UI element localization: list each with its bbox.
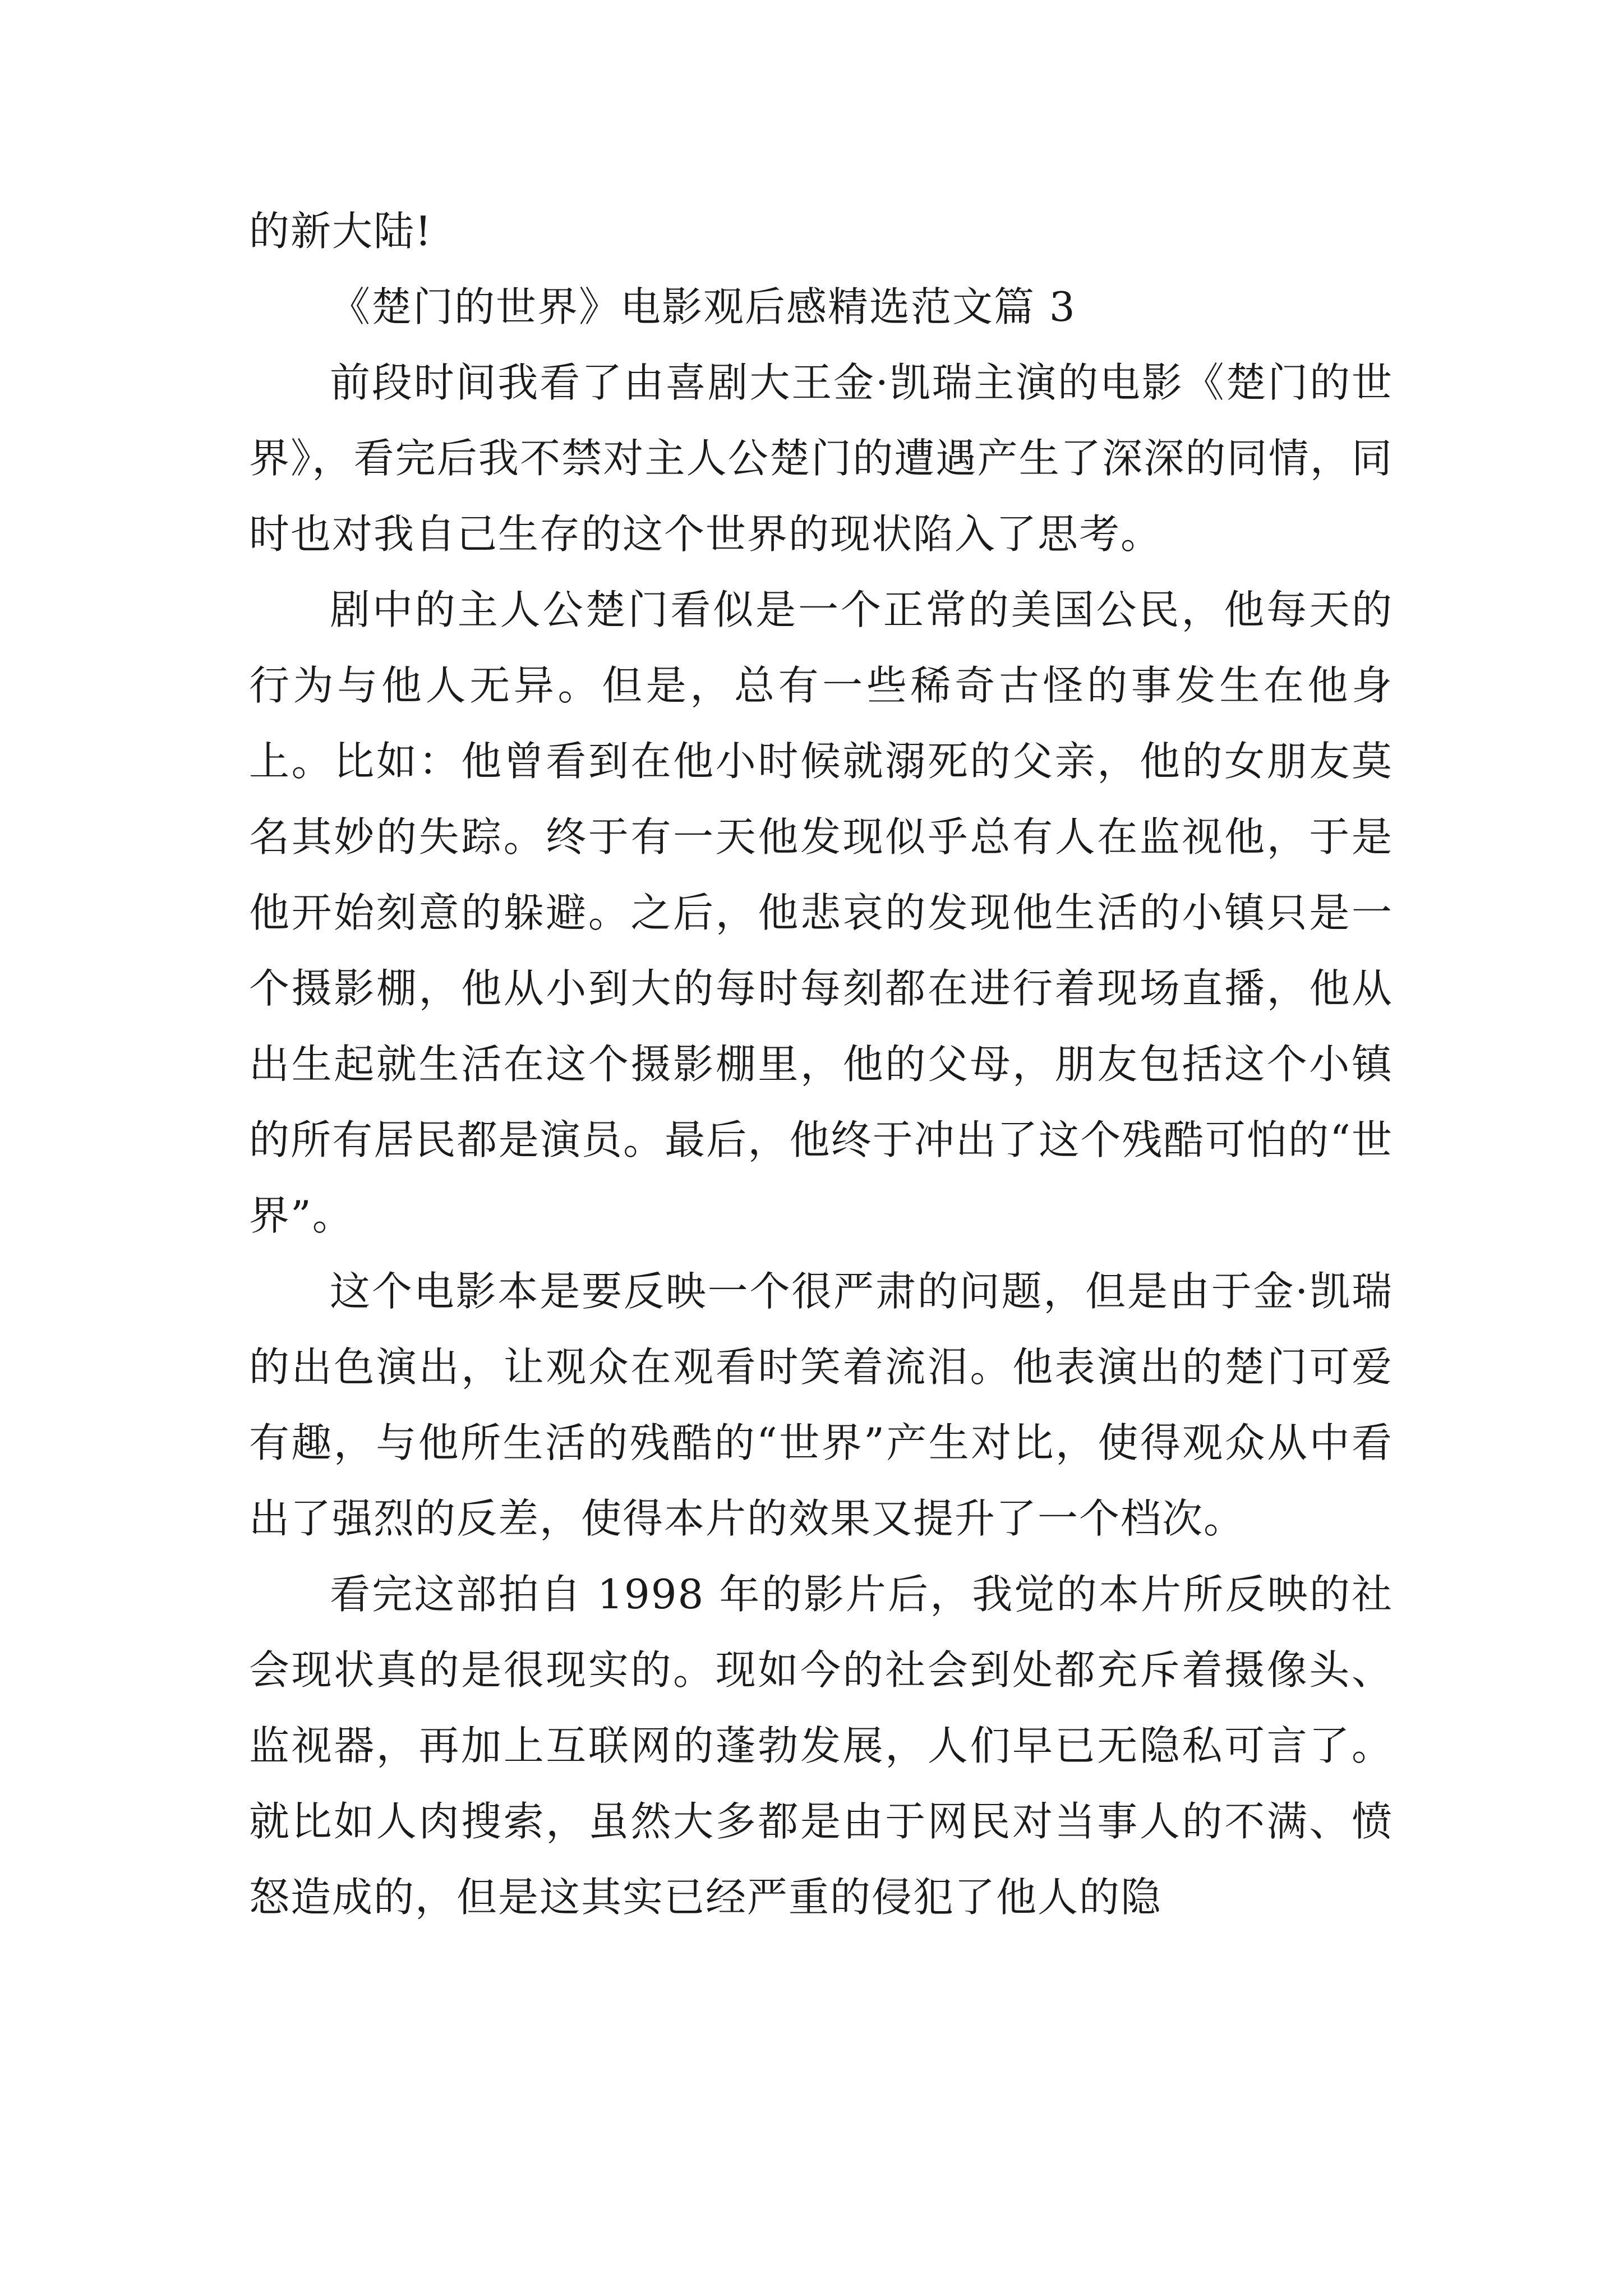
- paragraph-plot: 剧中的主人公楚门看似是一个正常的美国公民，他每天的行为与他人无异。但是，总有一些稀奇古怪的事发生在他身上。比如：他曾看到在他小时候就溺死的父亲，他的女朋友莫名其妙的失踪。终于有一天他发现似乎总有人在监视他，于是他开始刻意的躲避。之后，他悲哀的发现他生活的小镇只是一个摄影棚，他从小到大的每时每刻都在进行着现场直播，他从出生起就生活在这个摄影棚里，他的父母，朋友包括这个小镇的所有居民都是演员。最后，他终于冲出了这个残酷可怕的“世界”。: [249, 586, 1393, 1239]
- paragraph-continuation: 的新大陆!: [249, 208, 432, 255]
- paragraph-intro: 前段时间我看了由喜剧大王金·凯瑞主演的电影《楚门的世界》，看完后我不禁对主人公楚门的遭遇产生了深深的同情，同时也对我自己生存的这个世界的现状陷入了思考。: [249, 359, 1393, 558]
- paragraph-performance: 这个电影本是要反映一个很严肃的问题，但是由于金·凯瑞的出色演出，让观众在观看时笑着流泪。他表演出的楚门可爱有趣，与他所生活的残酷的“世界”产生对比，使得观众从中看出了强烈的反差，使得本片的效果又提升了一个档次。: [249, 1268, 1393, 1542]
- paragraph-reflection: 看完这部拍自 1998 年的影片后，我觉的本片所反映的社会现状真的是很现实的。现如今的社会到处都充斥着摄像头、监视器，再加上互联网的蓬勃发展，人们早已无隐私可言了。就比如人肉搜索，虽然大多都是由于网民对当事人的不满、愤怒造成的，但是这其实已经严重的侵犯了他人的隐: [249, 1571, 1393, 1921]
- document-body: [249, 194, 1393, 1935]
- section-heading: 《楚门的世界》电影观后感精选范文篇 3: [330, 283, 1076, 330]
